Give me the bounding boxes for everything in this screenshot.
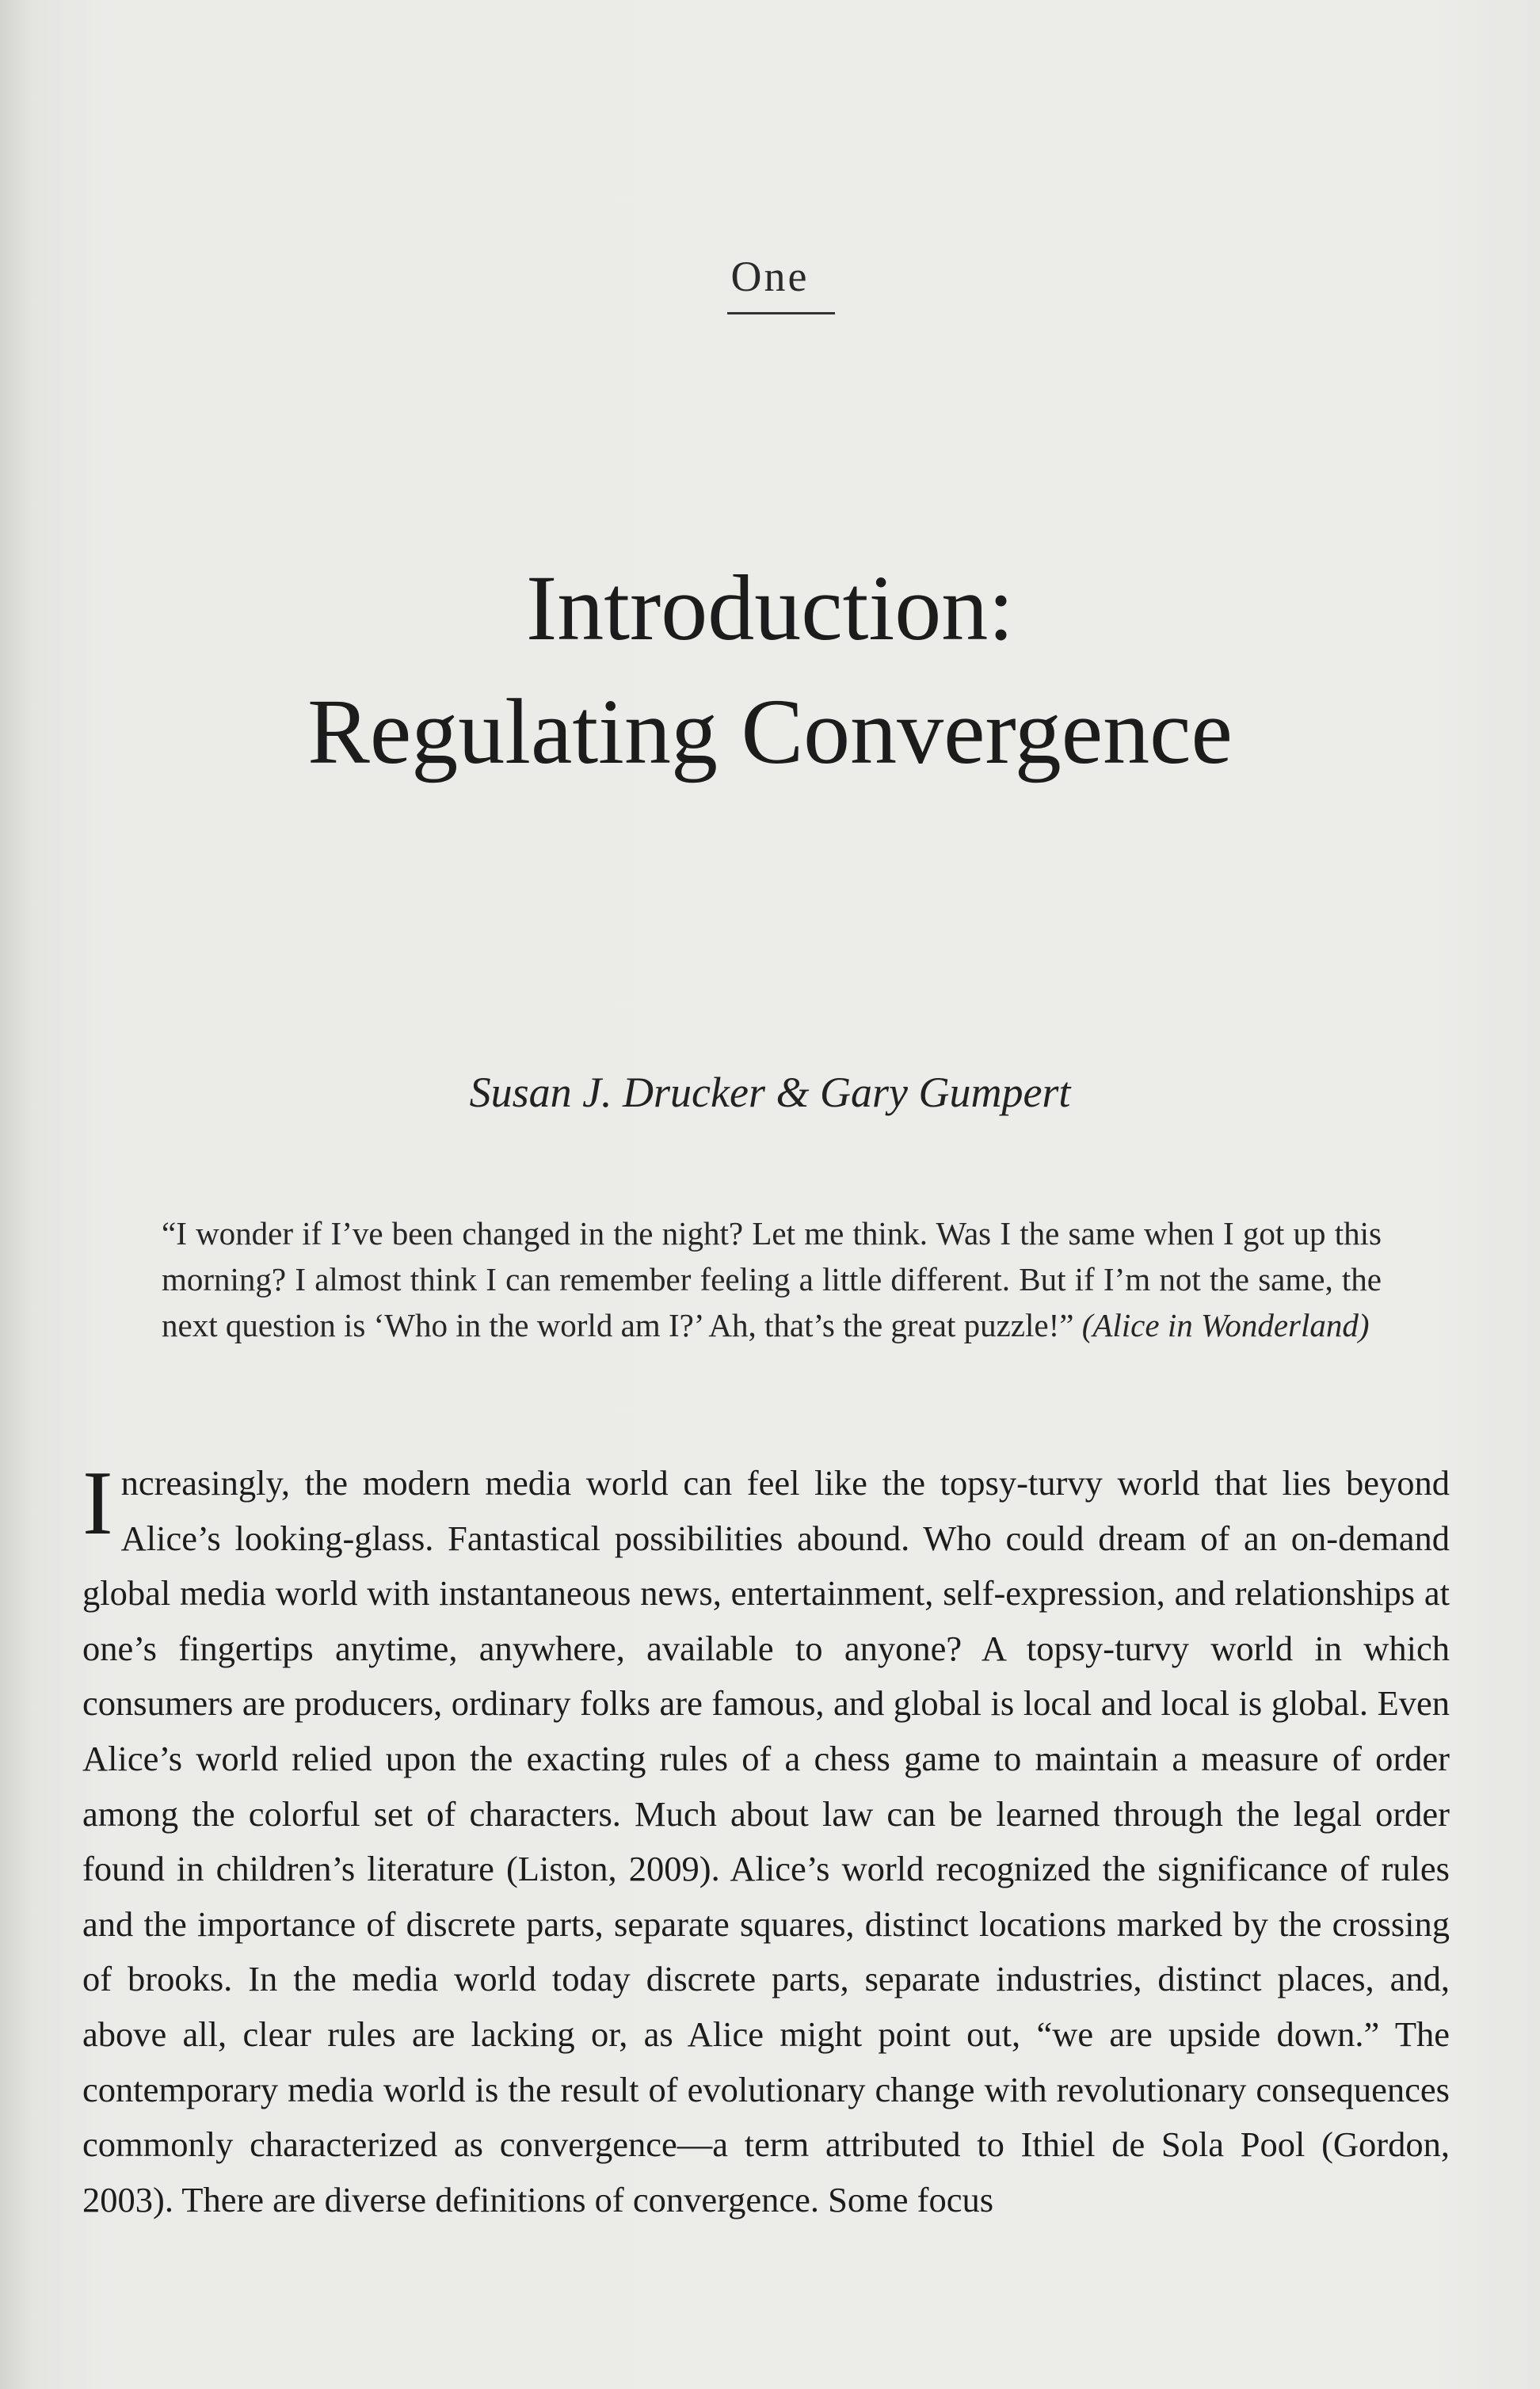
chapter-divider xyxy=(727,312,835,314)
epigraph-source: (Alice in Wonderland) xyxy=(1081,1307,1370,1343)
chapter-title-line-2: Regulating Convergence xyxy=(307,680,1233,783)
chapter-label xyxy=(0,252,1540,301)
epigraph xyxy=(162,1210,1382,1348)
chapter-title-line-1: Introduction: xyxy=(525,556,1015,660)
drop-cap: I xyxy=(82,1453,113,1554)
body-paragraph xyxy=(82,1453,1450,2227)
epigraph-quote: “I wonder if I’ve been changed in the night? Let me think. Was I the same when I got up this morning? I almost think I can remember feeling a little different. But if I’m not the same, the next question is ‘Who in the world am I?’ Ah, that’s the great puzzle!” xyxy=(162,1215,1382,1343)
chapter-label-text: One xyxy=(730,253,810,300)
chapter-authors: Susan J. Drucker & Gary Gumpert xyxy=(469,1069,1071,1116)
body-paragraph-text: ncreasingly, the modern media world can feel like the topsy-turvy world that lies beyond Alice’s looking-glass. Fantastical possibilities abound. Who could dream of an on-demand global media world with instantaneous news, entertainment, self-expression, and relationships at one’s fingertips anytime, anywhere, available to anyone? A topsy-turvy world in which consumers are producers, ordinary folks are famous, and global is local and local is global. Even Alice’s world relied upon the exacting rules of a chess game to maintain a measure of order among the colorful set of characters. Much about law can be learned through the legal order found in children’s literature (Liston, 2009). Alice’s world recognized the significance of rules and the importance of discrete parts, separate squares, distinct locations marked by the crossing of brooks. In the media world today discrete parts, separate industries, distinct places, and, above all, clear rules are lacking or, as Alice might point out, “we are upside down.” The contemporary media world is the result of evolutionary change with revolutionary consequences commonly characterized as convergence—a term attributed to Ithiel de Sola Pool (Gordon, 2003). There are diverse definitions of convergence. Some focus xyxy=(82,1463,1450,2219)
chapter-title xyxy=(0,547,1540,794)
